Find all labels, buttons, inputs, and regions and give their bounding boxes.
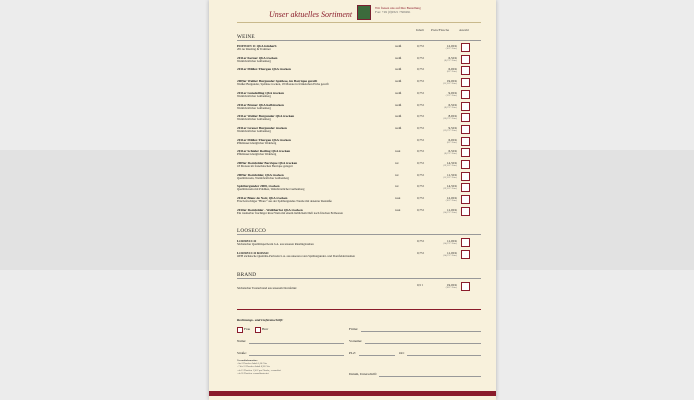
- product-name: 2011er Weißer Burgunder QbA trocken: [237, 114, 295, 119]
- quantity-input[interactable]: [461, 172, 470, 181]
- product-description: OEH sächsische Qualitäts-Perlwein b.A. aus unseren roten Spätburgunder- und Dornfeldertrauben: [237, 254, 355, 258]
- product-row: [237, 208, 487, 219]
- product-description: Weinbörstlicher Gulbenberg: [237, 93, 271, 98]
- bottle-volume: 0,75 l: [417, 196, 425, 201]
- product-row: [237, 251, 487, 262]
- section-title-wine: WEINE: [237, 34, 255, 40]
- product-description: Pflimlauer königlicher Weinberg: [237, 152, 277, 157]
- product-description: Weinbörstlicher Gulbenberg: [237, 117, 271, 122]
- price-per-liter: (8,67 € / Liter): [444, 106, 457, 109]
- header-tagline: [375, 6, 421, 14]
- product-name: 2011er Gutedelling QbA trocken: [237, 90, 284, 95]
- price-per-liter: (12 € / Liter): [445, 94, 457, 97]
- wine-color: weiß: [395, 125, 402, 130]
- product-row: [237, 114, 487, 125]
- product-row: [237, 56, 487, 67]
- bottle-volume: 0,75 l: [417, 55, 425, 60]
- wine-color: weiß: [395, 44, 402, 48]
- quantity-input[interactable]: [461, 250, 470, 259]
- quantity-input[interactable]: [461, 195, 470, 204]
- price-per-liter: (19,33 € / Liter): [443, 165, 457, 167]
- bottle-volume: 0,75 l: [417, 161, 425, 165]
- salutation-frau-checkbox[interactable]: [237, 327, 243, 333]
- product-row: [237, 103, 487, 114]
- product-name: 2011er Müller-Thurgau QbA trocken: [237, 137, 291, 142]
- phone-number: Fon: +49 (0)9321 7369491: [375, 10, 411, 15]
- quantity-input[interactable]: [461, 125, 470, 134]
- product-name: 2011er Müller-Thurgau QbA trocken: [237, 67, 291, 72]
- wine-color: weiß: [395, 114, 402, 119]
- quantity-input[interactable]: [461, 238, 470, 247]
- quantity-input[interactable]: [461, 113, 470, 122]
- price-list-page: [209, 0, 496, 400]
- section-divider: [237, 234, 481, 235]
- product-row: [237, 161, 487, 172]
- quantity-input[interactable]: [461, 78, 470, 87]
- wine-color: weiß: [395, 67, 402, 72]
- shipping-note: - bis 6 Flaschen Inhalt 5,60 € bis: [237, 363, 267, 366]
- bottle-volume: 0,75 l: [417, 114, 425, 119]
- product-row: [237, 283, 487, 294]
- quantity-input[interactable]: [461, 90, 470, 99]
- product-name: Spätburgunder 2008, trocken: [237, 184, 280, 189]
- bottle-price: 9,50 €: [448, 125, 457, 130]
- bottle-price: 12,00 €: [446, 44, 457, 48]
- bottle-volume: 0,5 l: [417, 283, 423, 287]
- bottle-price: 12,00 €: [446, 196, 457, 201]
- bottle-price: 11,50 €: [446, 172, 457, 177]
- bottle-price: 6,50 €: [448, 149, 457, 154]
- product-name: 2009er Dornfelder Barrique QbA trocken: [237, 161, 298, 165]
- product-description: Pflimlauer königlicher Weinberg: [237, 140, 277, 145]
- section-divider: [237, 278, 481, 279]
- product-description: Qualitätswein mit Prädikat, Weinbörstlicher Gulbenberg: [237, 187, 305, 192]
- bottle-volume: 0,75 l: [417, 207, 425, 212]
- product-description: 18 Monate im französischen Barrique gelagert: [237, 164, 293, 168]
- wine-color: rot: [395, 161, 399, 165]
- wine-color: weiß: [395, 55, 402, 60]
- product-name: 2011er Kerner QbA trocken: [237, 55, 278, 60]
- product-description: Qualitätswein, Weinbörstlicher Gulbenberg: [237, 175, 290, 180]
- product-row: [237, 79, 487, 90]
- price-per-liter: (16 € / Liter): [445, 200, 457, 203]
- price-per-liter: (25,33 € / Liter): [443, 83, 457, 86]
- page-title: Unser aktuelles Sortiment: [269, 10, 353, 19]
- product-row: [237, 138, 487, 149]
- vorname-field[interactable]: [365, 343, 481, 344]
- ort-field[interactable]: [407, 355, 481, 356]
- bottle-price: 19,00 €: [446, 79, 457, 84]
- product-row: [237, 239, 487, 250]
- quantity-input[interactable]: [461, 55, 470, 64]
- shipping-note: - ab 13 Flaschen 1,50 € pro Flasche, versandfrei: [237, 369, 282, 372]
- strasse-label: Straße:: [237, 351, 247, 355]
- ort-label: Ort:: [399, 351, 405, 355]
- strasse-field[interactable]: [249, 355, 344, 356]
- bottle-volume: 0,75 l: [417, 125, 425, 130]
- bottle-price: 6,50 €: [448, 102, 457, 107]
- plz-label: PLZ:: [349, 351, 356, 355]
- shipping-note: - ab 36 Flaschen versandkostenfrei: [237, 372, 270, 375]
- wine-color: weiß: [395, 90, 402, 95]
- form-divider: [237, 309, 481, 310]
- bottle-volume: 0,75 l: [417, 251, 425, 255]
- product-name: 2011er Grauer Burgunder trocken: [237, 125, 287, 130]
- quantity-input[interactable]: [461, 207, 470, 216]
- vorname-label: Vorname:: [349, 339, 363, 343]
- salutation-herr-checkbox[interactable]: [255, 327, 261, 333]
- product-name: EDITION 11 QbA feinherb: [237, 44, 277, 48]
- product-name: LOOSECCO: [237, 239, 257, 243]
- quantity-input[interactable]: [461, 183, 470, 192]
- bottle-price: 6,00 €: [448, 67, 457, 72]
- product-description: Weinbörstlicher Gulbenberg: [237, 58, 271, 63]
- price-per-liter: (8 € / Liter): [446, 71, 457, 74]
- product-description: Sächsischer Tresterbrand aus unserem Dornfelder: [237, 286, 297, 290]
- price-per-liter: (8,67 € / Liter): [444, 59, 457, 62]
- signature-field[interactable]: [379, 376, 481, 377]
- product-row: [237, 196, 487, 207]
- quantity-input[interactable]: [461, 66, 470, 75]
- firma-label: Firma:: [349, 327, 359, 331]
- product-row: [237, 149, 487, 160]
- product-description: Weinbörstlicher Gulbenberg: [237, 128, 271, 133]
- price-per-liter: (14,67 € / Liter): [443, 255, 457, 257]
- product-row: [237, 184, 487, 195]
- firma-field[interactable]: [361, 331, 481, 332]
- price-per-liter: (15,33 € / Liter): [443, 176, 457, 179]
- bottle-price: 6,00 €: [448, 137, 457, 142]
- price-per-liter: (14,67 € / Liter): [443, 211, 457, 214]
- bottle-volume: 0,75 l: [417, 44, 425, 48]
- product-row: [237, 67, 487, 78]
- wine-color: rosé: [395, 196, 401, 201]
- bottle-price: 11,00 €: [446, 251, 457, 255]
- product-description: Frisch-fruchtiger "Blanc" aus der Spätburgunder-Traube mit dezenter Restsüße: [237, 199, 332, 204]
- product-name: 2011er Bruner QbA halbtrocken: [237, 102, 284, 107]
- section-title-brand: BRAND: [237, 272, 257, 278]
- bottle-volume: 0,75 l: [417, 90, 425, 95]
- header-divider: [237, 22, 481, 23]
- quantity-input[interactable]: [461, 282, 470, 291]
- shipping-note: Versandinformation:: [237, 360, 258, 362]
- product-name: LOOSECCO ROSSO: [237, 251, 269, 255]
- price-per-liter: (14,67 € / Liter): [443, 243, 457, 245]
- quantity-input[interactable]: [461, 43, 470, 52]
- column-header-qty: Anzahl: [459, 28, 469, 32]
- quantity-input[interactable]: [461, 148, 470, 157]
- product-name: 2011er Schieler Rotling QbA trocken: [237, 149, 291, 154]
- section-title-loosecco: LOOSECCO: [237, 228, 266, 234]
- bottle-volume: 0,75 l: [417, 172, 425, 177]
- plz-field[interactable]: [359, 355, 395, 356]
- salutation-frau-label: Frau: [244, 327, 251, 331]
- product-row: [237, 126, 487, 137]
- bottle-price: 8,00 €: [448, 114, 457, 119]
- product-name: 2010er Dornfelder - Weißherbst QbA trocken: [237, 207, 303, 212]
- wine-color: rot: [395, 184, 399, 189]
- bottle-volume: 0,75 l: [417, 184, 425, 189]
- bottle-volume: 0,75 l: [417, 239, 425, 243]
- bottle-price: 6,50 €: [448, 55, 457, 60]
- product-name: 2011er Blanc de Noir, QbA trocken: [237, 196, 288, 201]
- product-description: Ein trauberbar fruchtiger Rosé Wein mit einem lieblichem Duft nach frischen Erdbeeren: [237, 210, 343, 215]
- bottle-price: 9,00 €: [448, 90, 457, 95]
- datum-label: Datum, Unterschrift:: [349, 372, 378, 376]
- column-header-price: Preis/Flasche: [431, 28, 450, 32]
- bottle-price: 14,50 €: [446, 161, 457, 165]
- wine-color: rosé: [395, 207, 401, 212]
- winery-logo: [357, 5, 371, 20]
- tagline-text: Wir freuen uns auf Ihre Bestellung: [375, 6, 421, 10]
- shipping-notes: [237, 360, 347, 376]
- product-description: Weinbörstlicher Gulbenberg: [237, 105, 271, 110]
- bottle-price: 14,50 €: [446, 184, 457, 189]
- name-field[interactable]: [249, 343, 344, 344]
- wine-color: rot: [395, 172, 399, 177]
- bottle-volume: 0,75 l: [417, 137, 425, 142]
- bottle-volume: 0,75 l: [417, 67, 425, 72]
- form-title: Rechnungs- und Lieferanschrift:: [237, 318, 284, 322]
- bottle-price: 11,00 €: [446, 207, 457, 212]
- quantity-input[interactable]: [461, 137, 470, 146]
- price-per-liter: (8,67 € / Liter): [444, 153, 457, 156]
- bottle-price: 19,00 €: [446, 283, 457, 287]
- bottle-price: 11,00 €: [446, 239, 457, 243]
- shipping-note: - 7 bis 12 Flaschen Inhalt 8,90 € bis: [237, 366, 270, 369]
- price-per-liter: (10,67 € / Liter): [443, 118, 457, 121]
- wine-color: weiß: [395, 79, 402, 84]
- footer-bar: [209, 391, 496, 396]
- quantity-input[interactable]: [461, 102, 470, 111]
- price-per-liter: (16 € / Liter): [445, 48, 457, 50]
- price-per-liter: (38 € / Liter): [445, 287, 457, 289]
- product-name: 2009er Weißer Burgunder Spätlese, im Barrique gereift: [237, 79, 318, 84]
- bottle-volume: 0,75 l: [417, 149, 425, 154]
- product-row: [237, 91, 487, 102]
- product-description: 2011er Riesling & Traminer: [237, 47, 271, 51]
- price-per-liter: (12,67 € / Liter): [443, 129, 457, 132]
- name-label: Name:: [237, 339, 247, 343]
- product-row: [237, 173, 487, 184]
- product-name: 2009er Dornfelder, QbA trocken: [237, 172, 284, 177]
- product-description: Weißer Burgunder, Spätlese trocken, 18 Monate in fränkischen Eiche gereift: [237, 82, 329, 87]
- price-per-liter: (19,33 € / Liter): [443, 188, 457, 191]
- salutation-herr-label: Herr: [262, 327, 269, 331]
- quantity-input[interactable]: [461, 160, 470, 169]
- wine-color: rosé: [395, 149, 401, 154]
- column-header-contents: Inhalt: [416, 28, 424, 32]
- product-row: [237, 44, 487, 55]
- bottle-volume: 0,75 l: [417, 79, 425, 84]
- bottle-volume: 0,75 l: [417, 102, 425, 107]
- price-per-liter: (8 € / Liter): [446, 141, 457, 144]
- product-description: Sächsischer Qualitätsperlwein b.A. aus unseren Rieslingtrauben: [237, 242, 314, 246]
- wine-color: weiß: [395, 102, 402, 107]
- section-divider: [237, 40, 481, 41]
